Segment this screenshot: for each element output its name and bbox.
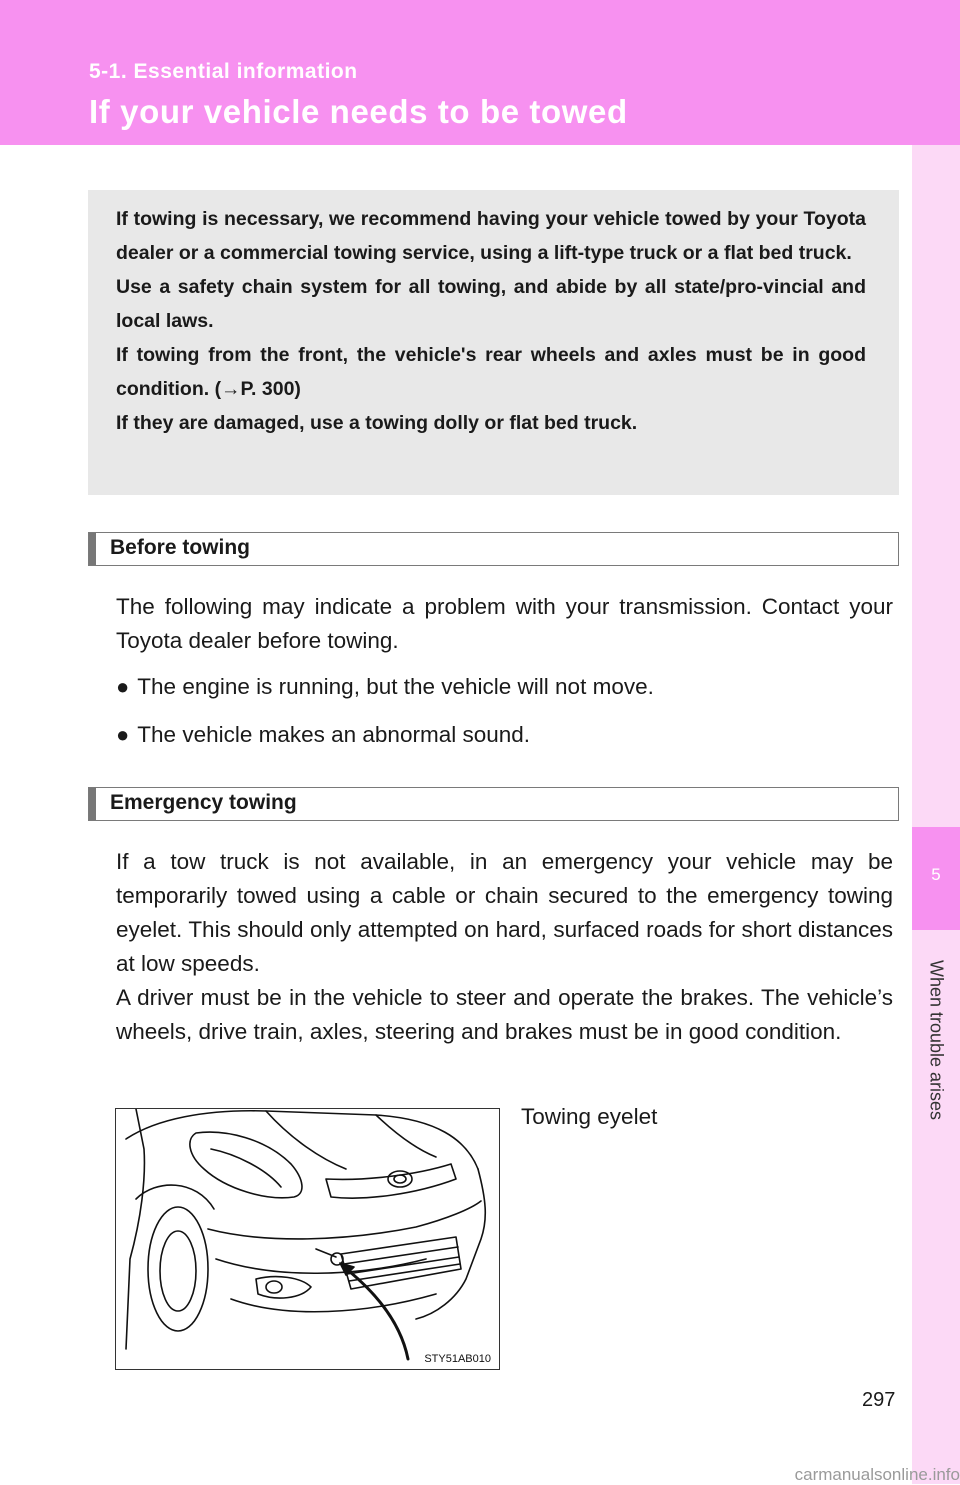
chapter-title: When trouble arises — [926, 959, 947, 1121]
before-towing-text — [116, 590, 893, 658]
body-paragraph: A driver must be in the vehicle to steer and operate the brakes. The vehicle’s wheels, drive train, axles, steering and brakes must be in good condition. — [116, 985, 893, 1044]
page-header — [0, 0, 960, 145]
subheading-bar — [89, 788, 96, 820]
intro-paragraph: If they are damaged, use a towing dolly or flat bed truck. — [116, 412, 638, 434]
bullet-dot-icon: ● — [116, 722, 130, 747]
bullet-dot-icon: ● — [116, 674, 130, 699]
subheading-before-towing — [88, 532, 899, 566]
towing-eyelet-illustration — [115, 1108, 500, 1370]
bullet-text: The engine is running, but the vehicle will not move. — [137, 674, 654, 699]
subheading-label: Emergency towing — [110, 791, 297, 814]
subheading-emergency-towing — [88, 787, 899, 821]
chapter-number: 5 — [931, 865, 941, 884]
watermark: carmanualsonline.info — [794, 1465, 960, 1484]
figure-code: STY51AB010 — [424, 1353, 491, 1365]
body-paragraph: If a tow truck is not available, in an emergency your vehicle may be temporarily towed using a cable or chain secured to the emergency towing eyelet. This should only attempted on hard, surfaced roads for short distances at low speeds. — [116, 849, 893, 976]
subheading-bar — [89, 533, 96, 565]
car-front-drawing — [116, 1109, 499, 1369]
intro-paragraph: If towing from the front, the vehicle's rear wheels and axles must be in good condition. (→P. 300) — [116, 344, 866, 400]
emergency-towing-text — [116, 845, 893, 1049]
intro-paragraph: Use a safety chain system for all towing, and abide by all state/pro-vincial and local laws. — [116, 276, 866, 332]
bullet-item — [116, 722, 530, 748]
section-label: 5-1. Essential information — [89, 60, 358, 83]
body-paragraph: The following may indicate a problem with your transmission. Contact your Toyota dealer before towing. — [116, 594, 893, 653]
subheading-label: Before towing — [110, 536, 250, 559]
bullet-item — [116, 674, 654, 700]
page-number: 297 — [862, 1389, 896, 1411]
chapter-side-tab — [912, 145, 960, 1484]
page-title: If your vehicle needs to be towed — [89, 93, 628, 130]
intro-box — [88, 190, 899, 495]
bullet-text: The vehicle makes an abnormal sound. — [137, 722, 531, 747]
chapter-number-box — [912, 827, 960, 930]
figure-callout: Towing eyelet — [521, 1104, 658, 1129]
intro-paragraph: If towing is necessary, we recommend having your vehicle towed by your Toyota dealer or a commercial towing service, using a lift-type truck or a flat bed truck. — [116, 208, 866, 264]
